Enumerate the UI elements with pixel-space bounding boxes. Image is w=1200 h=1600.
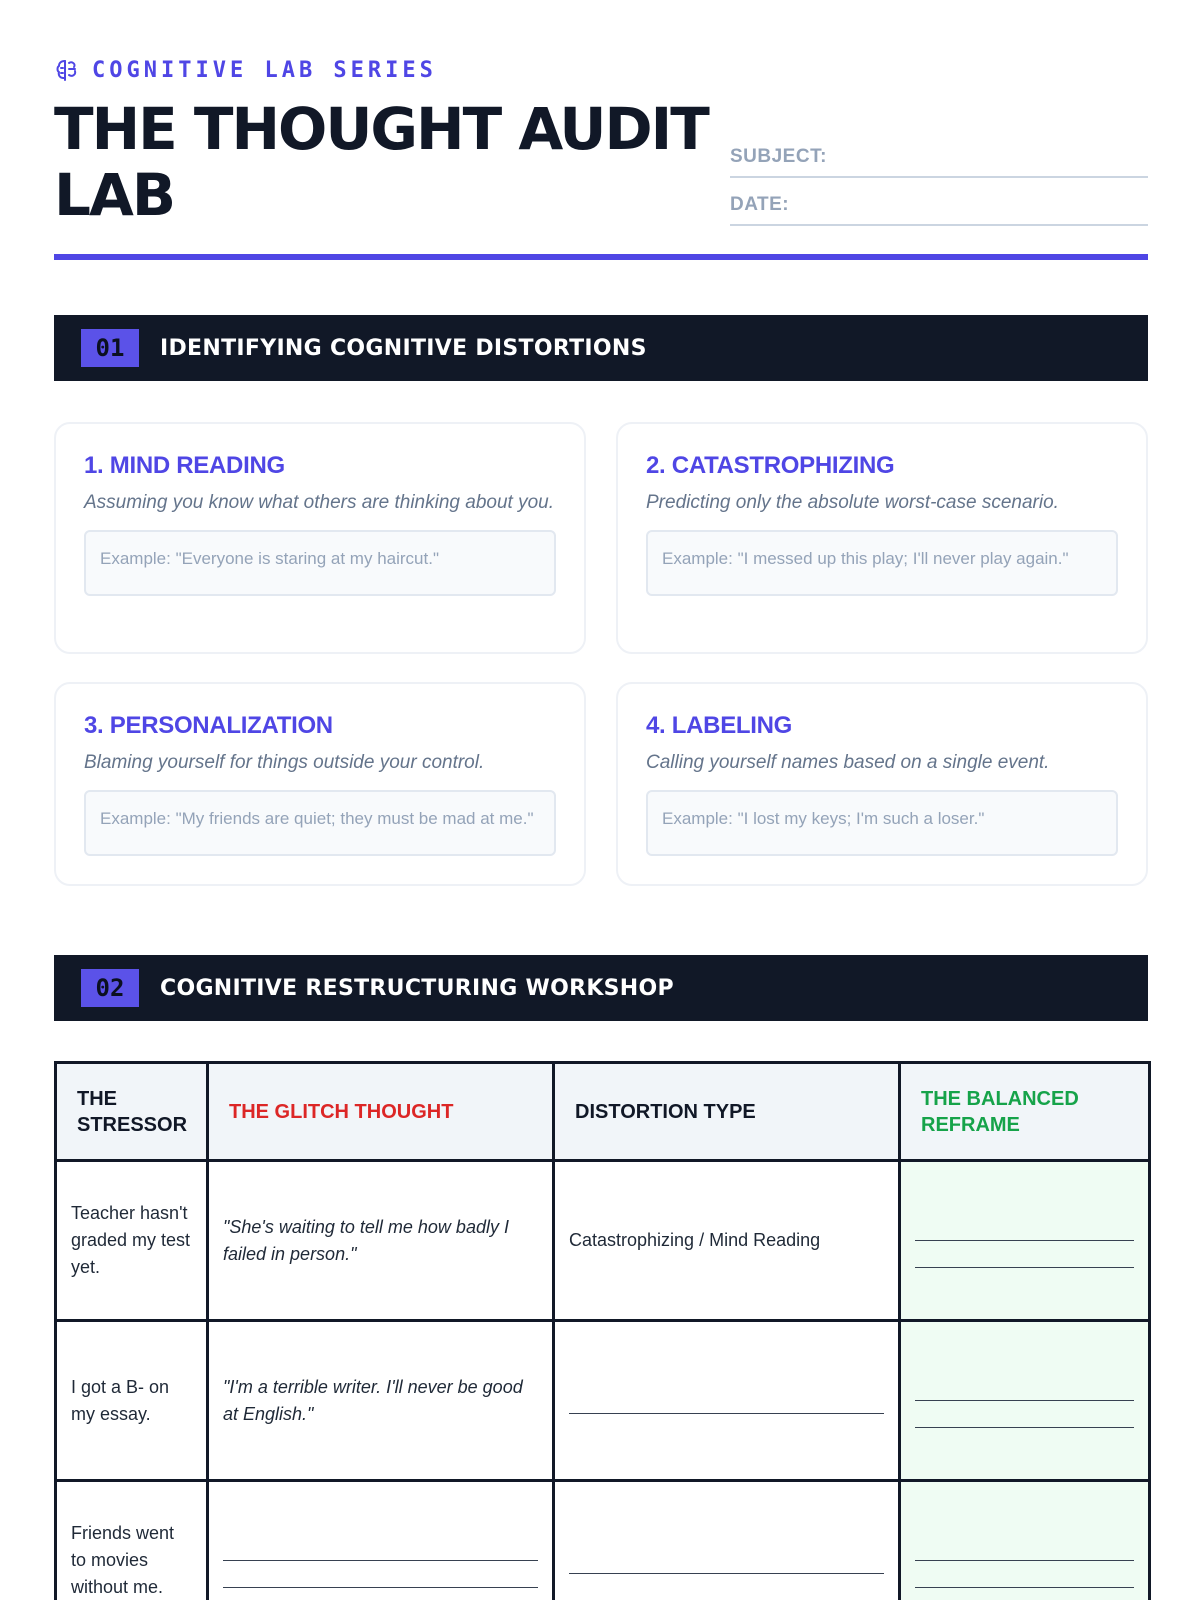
card-description: Blaming yourself for things outside your control. xyxy=(84,752,485,773)
card-description: Assuming you know what others are thinking about you. xyxy=(84,492,554,513)
write-line[interactable] xyxy=(223,1534,538,1561)
distortion-type-cell: Catastrophizing / Mind Reading xyxy=(554,1161,900,1321)
header-divider xyxy=(54,254,1148,260)
card-title: 3. PERSONALIZATION xyxy=(84,712,333,739)
section-title: IDENTIFYING COGNITIVE DISTORTIONS xyxy=(160,335,647,361)
reframe-cell[interactable] xyxy=(900,1161,1150,1321)
write-line[interactable] xyxy=(223,1561,538,1588)
write-line[interactable] xyxy=(915,1374,1134,1401)
write-line[interactable] xyxy=(915,1241,1134,1268)
reframe-cell[interactable] xyxy=(900,1481,1150,1600)
restructuring-table xyxy=(54,1061,1151,1600)
series-label xyxy=(54,56,437,84)
card-title: 2. CATASTROPHIZING xyxy=(646,452,895,479)
subject-field[interactable] xyxy=(730,140,1148,178)
card-description: Calling yourself names based on a single event. xyxy=(646,752,1050,773)
write-line[interactable] xyxy=(915,1534,1134,1561)
column-header-balanced-reframe: THE BALANCED REFRAME xyxy=(900,1063,1150,1161)
page-title: THE THOUGHT AUDIT LAB xyxy=(54,95,708,229)
card-example: Example: "Everyone is staring at my haircut." xyxy=(84,530,556,596)
section-title: COGNITIVE RESTRUCTURING WORKSHOP xyxy=(160,975,674,1001)
brain-icon xyxy=(54,57,80,83)
table-header-row xyxy=(56,1063,1150,1161)
table-row xyxy=(56,1481,1150,1600)
distortion-card-personalization xyxy=(54,682,586,886)
distortion-type-cell[interactable] xyxy=(554,1321,900,1481)
distortion-card-catastrophizing xyxy=(616,422,1148,654)
restructuring-table-wrapper xyxy=(54,1061,1148,1600)
distortion-card-labeling xyxy=(616,682,1148,886)
write-line[interactable] xyxy=(569,1387,884,1414)
card-title: 4. LABELING xyxy=(646,712,793,739)
reframe-cell[interactable] xyxy=(900,1321,1150,1481)
section-number: 01 xyxy=(81,329,139,367)
date-label: DATE: xyxy=(730,194,790,215)
card-example: Example: "My friends are quiet; they must be mad at me." xyxy=(84,790,556,856)
glitch-thought-cell: "I'm a terrible writer. I'll never be good at English." xyxy=(208,1321,554,1481)
stressor-cell: I got a B- on my essay. xyxy=(56,1321,208,1481)
card-description: Predicting only the absolute worst-case scenario. xyxy=(646,492,1059,513)
card-example: Example: "I messed up this play; I'll never play again." xyxy=(646,530,1118,596)
glitch-thought-cell[interactable] xyxy=(208,1481,554,1600)
glitch-thought-cell: "She's waiting to tell me how badly I failed in person." xyxy=(208,1161,554,1321)
column-header-distortion-type: DISTORTION TYPE xyxy=(554,1063,900,1161)
write-line[interactable] xyxy=(569,1547,884,1574)
section-header-02 xyxy=(54,955,1148,1021)
column-header-stressor: THE STRESSOR xyxy=(56,1063,208,1161)
distortion-card-mind-reading xyxy=(54,422,586,654)
card-example: Example: "I lost my keys; I'm such a loser." xyxy=(646,790,1118,856)
stressor-cell: Teacher hasn't graded my test yet. xyxy=(56,1161,208,1321)
section-header-01 xyxy=(54,315,1148,381)
column-header-glitch-thought: THE GLITCH THOUGHT xyxy=(208,1063,554,1161)
write-line[interactable] xyxy=(915,1561,1134,1588)
write-line[interactable] xyxy=(915,1214,1134,1241)
meta-fields xyxy=(730,140,1148,226)
card-title: 1. MIND READING xyxy=(84,452,285,479)
section-number: 02 xyxy=(81,969,139,1007)
table-row xyxy=(56,1161,1150,1321)
table-row xyxy=(56,1321,1150,1481)
stressor-cell: Friends went to movies without me. xyxy=(56,1481,208,1600)
distortion-type-cell[interactable] xyxy=(554,1481,900,1600)
series-text: COGNITIVE LAB SERIES xyxy=(92,57,437,83)
subject-label: SUBJECT: xyxy=(730,146,827,167)
date-field[interactable] xyxy=(730,178,1148,226)
write-line[interactable] xyxy=(915,1401,1134,1428)
